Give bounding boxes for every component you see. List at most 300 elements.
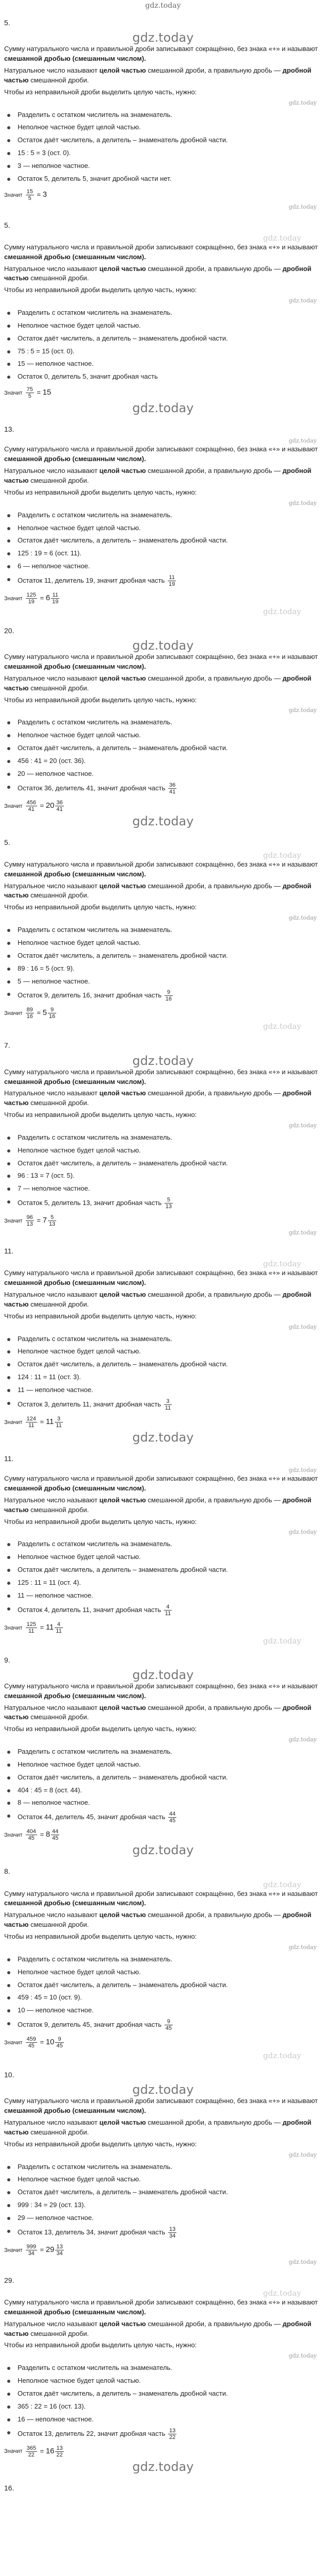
definition-text: Сумму натурального числа и правильной дроби записывают сокращённо, без знака «+» и называют bbox=[4, 2298, 318, 2307]
steps-list bbox=[4, 509, 322, 589]
quotient-note: 10 — неполное частное. bbox=[18, 2006, 94, 2014]
list-item bbox=[4, 319, 322, 332]
watermark-logo: gdz.today bbox=[132, 30, 194, 45]
list-item bbox=[4, 147, 322, 160]
fraction-numerator: 5 bbox=[48, 1214, 56, 1221]
fraction-numerator: 999 bbox=[26, 2243, 36, 2250]
definition-term: смешанной дробью (смешанным числом). bbox=[4, 870, 146, 878]
list-item bbox=[4, 1771, 322, 1784]
definition-parts bbox=[4, 466, 322, 486]
definition-text: Натуральное число называют bbox=[4, 2119, 97, 2127]
method-intro: Чтобы из неправильной дроби выделить целую часть, нужно: bbox=[4, 903, 197, 911]
fraction-denominator: 19 bbox=[28, 598, 35, 605]
source-fraction bbox=[26, 1416, 37, 1429]
fraction-numerator: 44 bbox=[169, 1811, 176, 1818]
steps-list bbox=[4, 716, 322, 796]
list-item bbox=[4, 1384, 322, 1397]
list-item bbox=[4, 1602, 322, 1618]
steps-list bbox=[4, 1953, 322, 2033]
list-item bbox=[4, 1551, 322, 1564]
list-item bbox=[4, 2426, 322, 2442]
fraction-numerator: 3 bbox=[164, 1398, 172, 1405]
step-text: Неполное частное будет целой частью. bbox=[18, 2377, 141, 2385]
list-item bbox=[4, 2004, 322, 2017]
definition-text: смешанной дроби, а правильную дробь — bbox=[148, 882, 281, 890]
solution-section bbox=[4, 1449, 322, 1651]
step-text: Разделить с остатком числитель на знаменатель. bbox=[18, 511, 172, 519]
remainder-note: Остаток 13, делитель 34, значит дробная часть bbox=[18, 2228, 166, 2236]
fraction-denominator: 41 bbox=[169, 788, 176, 795]
definition-term: смешанной дробью (смешанным числом). bbox=[4, 252, 146, 261]
fraction-part bbox=[55, 2036, 63, 2049]
definition-parts bbox=[4, 1089, 322, 1108]
watermark-logo: gdz.today bbox=[263, 850, 301, 860]
definition-parts bbox=[4, 264, 322, 284]
list-item bbox=[4, 1758, 322, 1771]
answer-line: Значит $\frac{404}{45}$ = 8 $\frac{44}{45}$ bbox=[4, 1828, 59, 1842]
definition-term: дробной частью bbox=[4, 1911, 312, 1929]
list-item bbox=[4, 1745, 322, 1758]
watermark-logo: gdz.today bbox=[263, 1879, 301, 1889]
remainder-fraction bbox=[164, 1604, 172, 1617]
quotient-note: 7 — неполное частное. bbox=[18, 1184, 90, 1193]
answer-label: Значит bbox=[4, 2448, 23, 2455]
fraction-numerator: 11 bbox=[51, 592, 59, 599]
solution-section bbox=[4, 1242, 322, 1449]
step-text: Разделить с остатком числитель на знаменатель. bbox=[18, 1540, 172, 1548]
watermark-logo: gdz.today bbox=[288, 2352, 317, 2360]
solution-section bbox=[4, 2271, 322, 2479]
solution-section bbox=[4, 833, 322, 1037]
watermark-logo: gdz.today bbox=[288, 499, 317, 506]
task-number: 9. bbox=[4, 1655, 10, 1664]
list-item bbox=[4, 1966, 322, 1979]
fraction-denominator: 34 bbox=[28, 2250, 35, 2257]
watermark-logo: gdz.today bbox=[288, 99, 317, 106]
watermark-logo: gdz.today bbox=[288, 1529, 317, 1536]
fraction-denominator: 45 bbox=[28, 1835, 35, 1842]
watermark-logo: gdz.today bbox=[288, 1943, 317, 1951]
list-item bbox=[4, 755, 322, 768]
step-text: Разделить с остатком числитель на знаменатель. bbox=[18, 1955, 172, 1963]
definition-text: Сумму натурального числа и правильной дроби записывают сокращённо, без знака «+» и называют bbox=[4, 1067, 318, 1076]
fraction-numerator: 5 bbox=[165, 1197, 173, 1204]
definition-term: дробной частью bbox=[4, 264, 312, 282]
fraction-denominator: 13 bbox=[26, 1221, 33, 1228]
solution-section bbox=[4, 420, 322, 621]
fraction-numerator: 459 bbox=[26, 2036, 36, 2043]
fraction-part bbox=[51, 1828, 59, 1841]
definition-mixed bbox=[4, 1268, 322, 1288]
list-item bbox=[4, 1358, 322, 1371]
answer-label: Значит bbox=[4, 2039, 23, 2046]
task-number: 11. bbox=[4, 1454, 14, 1463]
source-fraction bbox=[26, 386, 34, 399]
definition-text: Натуральное число называют bbox=[4, 882, 97, 890]
remainder-note: Остаток 9, делитель 45, значит дробная часть bbox=[18, 2020, 162, 2028]
watermark-logo: gdz.today bbox=[132, 1053, 194, 1068]
definition-mixed bbox=[4, 243, 322, 262]
division-expression: 365 : 22 = 16 (ост. 13). bbox=[18, 2402, 86, 2410]
definition-term: дробной частью bbox=[4, 882, 312, 900]
fraction-denominator: 11 bbox=[28, 1628, 35, 1634]
fraction-denominator: 11 bbox=[56, 1628, 62, 1634]
answer-line: Значит $\frac{124}{11}$ = 11 $\frac{3}{11}$ bbox=[4, 1415, 62, 1429]
list-item bbox=[4, 560, 322, 573]
definition-text: смешанной дроби. bbox=[30, 1505, 89, 1514]
definition-text: смешанной дроби. bbox=[30, 274, 89, 282]
division-expression: 15 : 5 = 3 (ост. 0). bbox=[18, 149, 71, 157]
step-text: Остаток даёт числитель, а делитель – знаменатель дробной части. bbox=[18, 744, 228, 752]
watermark-logo: gdz.today bbox=[288, 437, 317, 445]
division-expression: 96 : 13 = 7 (ост. 5). bbox=[18, 1172, 75, 1180]
definition-term: дробной частью bbox=[4, 2119, 312, 2136]
fraction-denominator: 16 bbox=[26, 1013, 33, 1020]
quotient-note: 16 — неполное частное. bbox=[18, 2415, 94, 2423]
list-item bbox=[4, 2387, 322, 2400]
list-item bbox=[4, 962, 322, 975]
definition-text: Натуральное число называют bbox=[4, 1496, 97, 1504]
task-number: 8. bbox=[4, 1867, 10, 1876]
step-text: Разделить с остатком числитель на знаменатель. bbox=[18, 2162, 172, 2171]
list-item bbox=[4, 975, 322, 988]
fraction-denominator: 45 bbox=[165, 2025, 172, 2032]
division-expression: 89 : 16 = 5 (ост. 9). bbox=[18, 964, 75, 972]
task-number: 20. bbox=[4, 626, 14, 635]
fraction-numerator: 13 bbox=[169, 2226, 176, 2232]
definition-term: смешанной дробью (смешанным числом). bbox=[4, 55, 146, 63]
fraction-denominator: 45 bbox=[56, 2043, 63, 2049]
watermark-logo: gdz.today bbox=[132, 2459, 194, 2474]
definition-text: смешанной дроби, а правильную дробь — bbox=[148, 1911, 281, 1919]
division-expression: 456 : 41 = 20 (ост. 36). bbox=[18, 756, 86, 765]
source-fraction bbox=[26, 189, 34, 201]
solution-section bbox=[4, 1651, 322, 1862]
fraction-numerator: 4 bbox=[55, 1621, 62, 1628]
division-expression: 125 : 11 = 11 (ост. 4). bbox=[18, 1578, 81, 1586]
fraction-denominator: 5 bbox=[28, 393, 31, 400]
fraction-denominator: 19 bbox=[169, 581, 175, 587]
definition-term: целой частью bbox=[99, 1911, 146, 1919]
fraction-part bbox=[55, 2445, 63, 2458]
step-text: Неполное частное будет целой частью. bbox=[18, 321, 141, 329]
list-item bbox=[4, 358, 322, 370]
step-text: Остаток даёт числитель, а делитель – знаменатель дробной части. bbox=[18, 536, 228, 545]
remainder-note: Остаток 13, делитель 22, значит дробная часть bbox=[18, 2429, 166, 2437]
definition-text: Сумму натурального числа и правильной дроби записывают сокращённо, без знака «+» и называют bbox=[4, 243, 318, 251]
quotient-note: 8 — неполное частное. bbox=[18, 1799, 90, 1807]
definition-term: смешанной дробью (смешанным числом). bbox=[4, 1691, 146, 1700]
division-expression: 999 : 34 = 29 (ост. 13). bbox=[18, 2201, 86, 2209]
answer-line: Значит $\frac{125}{11}$ = 11 $\frac{4}{11}$ bbox=[4, 1621, 62, 1634]
list-item bbox=[4, 160, 322, 173]
whole-part: 15 bbox=[42, 388, 52, 397]
steps-list bbox=[4, 109, 322, 185]
method-intro: Чтобы из неправильной дроби выделить целую часть, нужно: bbox=[4, 1312, 197, 1320]
quotient-note: 3 — неполное частное. bbox=[18, 161, 90, 170]
step-text: Неполное частное будет целой частью. bbox=[18, 1553, 141, 1561]
watermark-logo: gdz.today bbox=[263, 1022, 301, 1031]
definition-term: дробной частью bbox=[4, 674, 312, 692]
source-fraction bbox=[26, 1828, 37, 1841]
method-intro: Чтобы из неправильной дроби выделить целую часть, нужно: bbox=[4, 88, 197, 96]
watermark-logo: gdz.today bbox=[263, 606, 301, 616]
watermark-logo: gdz.today bbox=[288, 2151, 317, 2158]
answer-label: Значит bbox=[4, 1010, 23, 1017]
method-intro: Чтобы из неправильной дроби выделить целую часть, нужно: bbox=[4, 1517, 197, 1526]
watermark-logo: gdz.today bbox=[132, 1430, 194, 1445]
solution-section bbox=[4, 13, 322, 216]
task-number: 7. bbox=[4, 1041, 10, 1050]
final-task-number: 16. bbox=[4, 2483, 14, 2492]
definition-mixed bbox=[4, 1682, 322, 1701]
steps-list bbox=[4, 1538, 322, 1618]
definition-text: смешанной дроби. bbox=[30, 891, 89, 900]
definition-term: целой частью bbox=[99, 467, 146, 475]
definition-text: смешанной дроби, а правильную дробь — bbox=[148, 2119, 281, 2127]
step-text: Остаток даёт числитель, а делитель – знаменатель дробной части. bbox=[18, 334, 228, 342]
step-text: Остаток даёт числитель, а делитель – знаменатель дробной части. bbox=[18, 2389, 228, 2397]
watermark-logo: gdz.today bbox=[132, 1667, 194, 1682]
definition-text: Натуральное число называют bbox=[4, 66, 97, 74]
definition-term: дробной частью bbox=[4, 1089, 312, 1107]
definition-term: целой частью bbox=[99, 882, 146, 890]
task-number: 29. bbox=[4, 2276, 14, 2284]
watermark-logo: gdz.today bbox=[288, 1736, 317, 1743]
whole-part: 11 bbox=[45, 1417, 54, 1426]
remainder-fraction bbox=[165, 1197, 173, 1210]
watermark-logo: gdz.today bbox=[263, 1259, 301, 1269]
definition-term: смешанной дробью (смешанным числом). bbox=[4, 2308, 146, 2316]
remainder-note: Остаток 11, делитель 19, значит дробная часть bbox=[18, 576, 165, 584]
list-item bbox=[4, 1170, 322, 1182]
fraction-numerator: 44 bbox=[52, 1828, 59, 1835]
definition-text: смешанной дроби. bbox=[30, 1921, 89, 1929]
answer-label: Значит bbox=[4, 595, 23, 602]
task-number: 13. bbox=[4, 425, 14, 434]
fraction-denominator: 22 bbox=[28, 2451, 35, 2458]
list-item bbox=[4, 1144, 322, 1157]
remainder-note: Остаток 5, делитель 5, значит дробной части нет. bbox=[18, 174, 172, 182]
step-text: Остаток даёт числитель, а делитель – знаменатель дробной части. bbox=[18, 1566, 228, 1574]
remainder-fraction bbox=[168, 574, 176, 587]
method-intro: Чтобы из неправильной дроби выделить целую часть, нужно: bbox=[4, 1932, 197, 1940]
list-item bbox=[4, 937, 322, 950]
definition-parts bbox=[4, 2118, 322, 2138]
remainder-fraction bbox=[165, 2019, 173, 2031]
fraction-numerator: 125 bbox=[26, 591, 36, 598]
answer-line: Значит $\frac{999}{34}$ = 29 $\frac{13}{34}$ bbox=[4, 2243, 63, 2257]
quotient-note: 15 — неполное частное. bbox=[18, 360, 94, 368]
list-item bbox=[4, 345, 322, 358]
answer-label: Значит bbox=[4, 192, 23, 198]
remainder-fraction bbox=[168, 782, 176, 795]
fraction-denominator: 34 bbox=[56, 2250, 63, 2257]
definition-text: Натуральное число называют bbox=[4, 1089, 97, 1097]
fraction-numerator: 9 bbox=[55, 2036, 63, 2043]
watermark-logo: gdz.today bbox=[263, 2289, 301, 2298]
definition-parts bbox=[4, 1703, 322, 1723]
definition-text: смешанной дроби. bbox=[30, 1099, 89, 1107]
definition-text: Сумму натурального числа и правильной дроби записывают сокращённо, без знака «+» и называют bbox=[4, 653, 318, 661]
answer-label: Значит bbox=[4, 390, 23, 397]
definition-text: Сумму натурального числа и правильной дроби записывают сокращённо, без знака «+» и называют bbox=[4, 2097, 318, 2105]
list-item bbox=[4, 307, 322, 319]
remainder-fraction bbox=[165, 989, 173, 1002]
fraction-numerator: 9 bbox=[165, 2019, 173, 2025]
watermark-logo: gdz.today bbox=[132, 401, 194, 416]
remainder-note: Остаток 4, делитель 11, значит дробная часть bbox=[18, 1605, 161, 1614]
definition-text: Натуральное число называют bbox=[4, 674, 97, 682]
answer-line: Значит $\frac{15}{5}$ = 3 bbox=[4, 188, 47, 201]
fraction-numerator: 125 bbox=[26, 1621, 36, 1628]
definition-term: целой частью bbox=[99, 1089, 146, 1097]
answer-line: Значит $\frac{365}{22}$ = 16 $\frac{13}{22}$ bbox=[4, 2445, 63, 2458]
whole-part: 8 bbox=[45, 1830, 51, 1839]
definition-text: Сумму натурального числа и правильной дроби записывают сокращённо, без знака «+» и называют bbox=[4, 45, 318, 53]
step-text: Разделить с остатком числитель на знаменатель. bbox=[18, 1748, 172, 1756]
list-item bbox=[4, 2161, 322, 2174]
definition-text: смешанной дроби. bbox=[30, 2329, 89, 2337]
step-text: Неполное частное будет целой частью. bbox=[18, 1760, 141, 1768]
whole-part: 7 bbox=[42, 1216, 47, 1225]
fraction-part bbox=[51, 592, 59, 605]
list-item bbox=[4, 1797, 322, 1809]
task-number: 5. bbox=[4, 838, 10, 846]
definition-text: смешанной дроби. bbox=[30, 76, 89, 84]
list-item bbox=[4, 370, 322, 383]
fraction-denominator: 45 bbox=[52, 1835, 59, 1842]
list-item bbox=[4, 742, 322, 755]
fraction-denominator: 5 bbox=[28, 195, 31, 201]
step-text: Разделить с остатком числитель на знаменатель. bbox=[18, 2364, 172, 2372]
answer-line: Значит $\frac{96}{13}$ = 7 $\frac{5}{13}$ bbox=[4, 1214, 56, 1228]
fraction-denominator: 11 bbox=[165, 1610, 171, 1617]
watermark-logo: gdz.today bbox=[288, 1122, 317, 1129]
definition-parts bbox=[4, 1496, 322, 1515]
fraction-part bbox=[55, 1621, 62, 1634]
definition-term: смешанной дробью (смешанным числом). bbox=[4, 1484, 146, 1492]
definition-term: дробной частью bbox=[4, 1703, 312, 1721]
definition-mixed bbox=[4, 1474, 322, 1494]
remainder-note: Остаток 36, делитель 41, значит дробная часть bbox=[18, 784, 166, 792]
definition-text: смешанной дроби, а правильную дробь — bbox=[148, 2319, 281, 2328]
answer-label: Значит bbox=[4, 803, 23, 809]
remainder-fraction bbox=[164, 1398, 172, 1411]
fraction-numerator: 13 bbox=[56, 2445, 63, 2451]
definition-mixed bbox=[4, 445, 322, 464]
solution-section bbox=[4, 621, 322, 833]
answer-line: Значит $\frac{89}{16}$ = 5 $\frac{9}{16}$ bbox=[4, 1007, 56, 1020]
fraction-numerator: 4 bbox=[164, 1604, 172, 1611]
answer-line: Значит $\frac{125}{19}$ = 6 $\frac{11}{19}$ bbox=[4, 591, 59, 605]
definition-term: смешанной дробью (смешанным числом). bbox=[4, 663, 146, 671]
whole-part: 5 bbox=[42, 1008, 47, 1018]
list-item bbox=[4, 1538, 322, 1551]
fraction-denominator: 13 bbox=[48, 1221, 56, 1228]
step-text: Остаток даёт числитель, а делитель – знаменатель дробной части. bbox=[18, 951, 228, 959]
list-item bbox=[4, 121, 322, 134]
definition-text: смешанной дроби, а правильную дробь — bbox=[148, 264, 281, 273]
list-item bbox=[4, 109, 322, 122]
fraction-part bbox=[55, 1416, 62, 1429]
fraction-numerator: 36 bbox=[169, 782, 176, 788]
task-number: 11. bbox=[4, 1247, 14, 1256]
fraction-denominator: 41 bbox=[56, 806, 63, 812]
step-text: Остаток даёт числитель, а делитель – знаменатель дробной части. bbox=[18, 1360, 228, 1368]
task-number: 10. bbox=[4, 2071, 14, 2079]
list-item bbox=[4, 2400, 322, 2413]
fraction-denominator: 22 bbox=[169, 2434, 176, 2441]
fraction-numerator: 9 bbox=[48, 1007, 56, 1013]
definition-text: смешанной дроби. bbox=[30, 1300, 89, 1308]
answer-label: Значит bbox=[4, 1624, 23, 1631]
quotient-note: 5 — неполное частное. bbox=[18, 977, 90, 985]
definition-parts bbox=[4, 1910, 322, 1930]
source-fraction bbox=[26, 800, 37, 812]
definition-term: дробной частью bbox=[4, 1496, 312, 1514]
fraction-part bbox=[55, 800, 63, 812]
list-item bbox=[4, 522, 322, 535]
remainder-note: Остаток 9, делитель 16, значит дробная часть bbox=[18, 991, 162, 999]
list-item bbox=[4, 950, 322, 962]
list-item bbox=[4, 134, 322, 147]
fraction-denominator: 11 bbox=[56, 1422, 62, 1429]
step-text: Остаток даёт числитель, а делитель – знаменатель дробной части. bbox=[18, 1159, 228, 1167]
definition-mixed bbox=[4, 652, 322, 672]
fraction-denominator: 41 bbox=[28, 806, 35, 812]
list-item bbox=[4, 1195, 322, 1211]
remainder-note: Остаток 5, делитель 13, значит дробная часть bbox=[18, 1199, 162, 1207]
source-fraction bbox=[26, 1621, 37, 1634]
whole-part: 3 bbox=[42, 190, 47, 199]
definition-term: целой частью bbox=[99, 1291, 146, 1299]
list-item bbox=[4, 1182, 322, 1195]
definition-text: смешанной дроби. bbox=[30, 684, 89, 692]
solution-section bbox=[4, 2065, 322, 2271]
fraction-denominator: 13 bbox=[165, 1204, 172, 1210]
source-fraction bbox=[26, 592, 37, 605]
answer-label: Значит bbox=[4, 2247, 23, 2253]
watermark-logo: gdz.today bbox=[132, 814, 194, 828]
source-fraction bbox=[26, 1007, 34, 1020]
steps-list bbox=[4, 2161, 322, 2241]
definition-parts bbox=[4, 66, 322, 86]
site-brand[interactable]: gdz.today bbox=[145, 2, 181, 10]
definition-text: смешанной дроби, а правильную дробь — bbox=[148, 1703, 281, 1711]
list-item bbox=[4, 2375, 322, 2387]
remainder-note: Остаток 44, делитель 45, значит дробная часть bbox=[18, 1813, 166, 1821]
definition-mixed bbox=[4, 44, 322, 64]
answer-line: Значит $\frac{456}{41}$ = 20 $\frac{36}{41}$ bbox=[4, 799, 63, 812]
definition-mixed bbox=[4, 1889, 322, 1909]
definition-term: целой частью bbox=[99, 674, 146, 682]
list-item bbox=[4, 2212, 322, 2225]
step-text: Разделить с остатком числитель на знаменатель. bbox=[18, 718, 172, 726]
list-item bbox=[4, 1809, 322, 1825]
fraction-numerator: 9 bbox=[165, 989, 173, 996]
definition-term: целой частью bbox=[99, 1703, 146, 1711]
definition-text: смешанной дроби, а правильную дробь — bbox=[148, 1089, 281, 1097]
source-fraction bbox=[26, 2036, 37, 2049]
list-item bbox=[4, 1979, 322, 1992]
list-item bbox=[4, 573, 322, 589]
definition-mixed bbox=[4, 860, 322, 879]
definition-text: Натуральное число называют bbox=[4, 1703, 97, 1711]
list-item bbox=[4, 2173, 322, 2186]
list-item bbox=[4, 1784, 322, 1797]
step-text: Остаток даёт числитель, а делитель – знаменатель дробной части. bbox=[18, 2188, 228, 2196]
